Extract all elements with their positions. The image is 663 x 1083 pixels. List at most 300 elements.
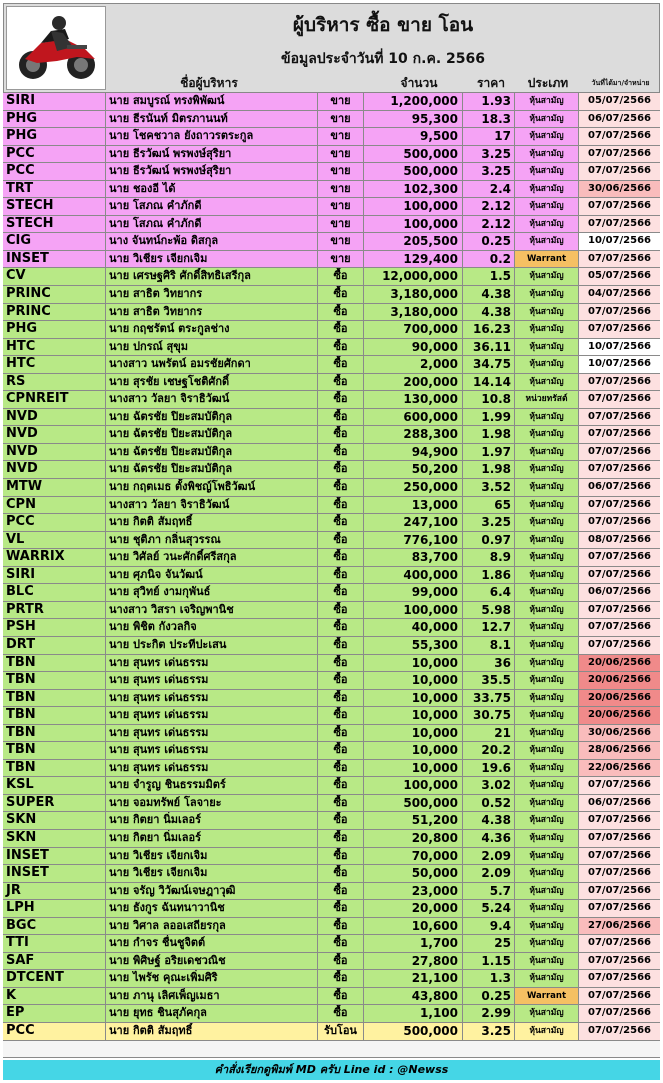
- transaction-price: 2.12: [463, 198, 515, 215]
- transaction-quantity: 100,000: [364, 777, 463, 794]
- transaction-action: ขาย: [318, 181, 364, 198]
- transaction-action: ซื้อ: [318, 339, 364, 356]
- transaction-quantity: 99,000: [364, 584, 463, 601]
- transaction-action: ซื้อ: [318, 830, 364, 847]
- transaction-price: 20.2: [463, 742, 515, 759]
- transaction-quantity: 102,300: [364, 181, 463, 198]
- transaction-date: 07/07/2566: [579, 146, 660, 163]
- transaction-action: ซื้อ: [318, 444, 364, 461]
- executive-name: นาย กฤตเมธ ตั้งพิชญ์โพธิวัฒน์: [106, 479, 318, 496]
- security-type: หุ้นสามัญ: [515, 760, 579, 777]
- security-type: หุ้นสามัญ: [515, 725, 579, 742]
- transaction-quantity: 250,000: [364, 479, 463, 496]
- transaction-date: 07/07/2566: [579, 567, 660, 584]
- transaction-price: 0.25: [463, 988, 515, 1005]
- stock-symbol: K: [3, 988, 106, 1005]
- security-type: หุ้นสามัญ: [515, 584, 579, 601]
- stock-symbol: EP: [3, 1005, 106, 1022]
- transaction-action: ซื้อ: [318, 935, 364, 952]
- security-type: หุ้นสามัญ: [515, 479, 579, 496]
- security-type: หุ้นสามัญ: [515, 181, 579, 198]
- executive-name: นาย วิเชียร เจียกเจิม: [106, 251, 318, 268]
- transaction-date: 10/07/2566: [579, 356, 660, 373]
- table-row: [3, 532, 660, 550]
- transaction-action: ขาย: [318, 128, 364, 145]
- transactions-table: [3, 93, 660, 1058]
- transaction-action: ซื้อ: [318, 532, 364, 549]
- transaction-date: 20/06/2566: [579, 655, 660, 672]
- executive-name: นาย สมบูรณ์ ทรงพิพัฒน์: [106, 93, 318, 110]
- transaction-date: 07/07/2566: [579, 549, 660, 566]
- transaction-quantity: 1,100: [364, 1005, 463, 1022]
- table-row: [3, 479, 660, 497]
- transaction-price: 2.12: [463, 216, 515, 233]
- transaction-quantity: 10,600: [364, 918, 463, 935]
- transaction-price: 18.3: [463, 111, 515, 128]
- security-type: หุ้นสามัญ: [515, 707, 579, 724]
- security-type: หุ้นสามัญ: [515, 655, 579, 672]
- transaction-price: 0.97: [463, 532, 515, 549]
- stock-symbol: TBN: [3, 725, 106, 742]
- transaction-quantity: 10,000: [364, 742, 463, 759]
- transaction-action: ซื้อ: [318, 760, 364, 777]
- executive-name: นางสาว นพรัตน์ อมรชัยศักดา: [106, 356, 318, 373]
- transaction-price: 3.25: [463, 163, 515, 180]
- executive-name: นาย โชคชวาล ยังถาวรตระกูล: [106, 128, 318, 145]
- security-type: หุ้นสามัญ: [515, 286, 579, 303]
- table-row: [3, 970, 660, 988]
- stock-symbol: CV: [3, 268, 106, 285]
- table-row: [3, 848, 660, 866]
- transaction-date: 10/07/2566: [579, 233, 660, 250]
- security-type: หุ้นสามัญ: [515, 812, 579, 829]
- transaction-date: 07/07/2566: [579, 374, 660, 391]
- transaction-date: 07/07/2566: [579, 444, 660, 461]
- transaction-quantity: 95,300: [364, 111, 463, 128]
- stock-symbol: NVD: [3, 461, 106, 478]
- transaction-action: ซื้อ: [318, 321, 364, 338]
- transaction-date: 07/07/2566: [579, 497, 660, 514]
- stock-symbol: TBN: [3, 655, 106, 672]
- stock-symbol: SKN: [3, 830, 106, 847]
- transaction-price: 2.09: [463, 865, 515, 882]
- transaction-date: 06/07/2566: [579, 584, 660, 601]
- transaction-action: ซื้อ: [318, 602, 364, 619]
- stock-symbol: TBN: [3, 672, 106, 689]
- table-row: [3, 444, 660, 462]
- transaction-action: ซื้อ: [318, 409, 364, 426]
- transaction-date: 07/07/2566: [579, 1023, 660, 1040]
- transaction-price: 35.5: [463, 672, 515, 689]
- transaction-quantity: 10,000: [364, 690, 463, 707]
- security-type: หุ้นสามัญ: [515, 672, 579, 689]
- transaction-action: ซื้อ: [318, 549, 364, 566]
- security-type: หุ้นสามัญ: [515, 444, 579, 461]
- transaction-quantity: 10,000: [364, 725, 463, 742]
- table-row: [3, 409, 660, 427]
- security-type: หุ้นสามัญ: [515, 461, 579, 478]
- stock-symbol: PCC: [3, 1023, 106, 1040]
- table-row: [3, 637, 660, 655]
- stock-symbol: NVD: [3, 409, 106, 426]
- transaction-price: 36: [463, 655, 515, 672]
- stock-symbol: DTCENT: [3, 970, 106, 987]
- table-row: [3, 356, 660, 374]
- executive-name: นาง จันทน์กะพ้อ ดิสกุล: [106, 233, 318, 250]
- transaction-date: 07/07/2566: [579, 426, 660, 443]
- stock-symbol: MTW: [3, 479, 106, 496]
- table-row: [3, 233, 660, 251]
- column-header-date: วันที่ได้มา/จำหน่าย: [591, 79, 650, 87]
- security-type: หุ้นสามัญ: [515, 532, 579, 549]
- transaction-action: ซื้อ: [318, 584, 364, 601]
- security-type: Warrant: [515, 251, 579, 268]
- stock-symbol: BGC: [3, 918, 106, 935]
- table-row: [3, 426, 660, 444]
- transaction-action: ซื้อ: [318, 672, 364, 689]
- executive-name: นาย จำรูญ ชินธรรมมิตร์: [106, 777, 318, 794]
- table-row: [3, 619, 660, 637]
- transaction-date: 07/07/2566: [579, 970, 660, 987]
- executive-name: นาย ชุติภา กลิ่นสุวรรณ: [106, 532, 318, 549]
- table-row: [3, 988, 660, 1006]
- transaction-price: 4.38: [463, 304, 515, 321]
- transaction-price: 3.25: [463, 1023, 515, 1040]
- transaction-quantity: 21,100: [364, 970, 463, 987]
- transaction-date: 07/07/2566: [579, 883, 660, 900]
- table-row: [3, 111, 660, 129]
- transaction-quantity: 43,800: [364, 988, 463, 1005]
- transaction-date: 07/07/2566: [579, 848, 660, 865]
- transaction-quantity: 20,000: [364, 900, 463, 917]
- table-row: [3, 146, 660, 164]
- stock-symbol: CPNREIT: [3, 391, 106, 408]
- transaction-action: ซื้อ: [318, 918, 364, 935]
- transaction-quantity: 400,000: [364, 567, 463, 584]
- table-row: [3, 935, 660, 953]
- column-header-qty: จำนวน: [400, 76, 438, 90]
- table-row: [3, 777, 660, 795]
- security-type: หุ้นสามัญ: [515, 233, 579, 250]
- transaction-date: 06/07/2566: [579, 795, 660, 812]
- transaction-price: 3.25: [463, 146, 515, 163]
- transaction-price: 30.75: [463, 707, 515, 724]
- stock-symbol: PCC: [3, 163, 106, 180]
- table-row: [3, 339, 660, 357]
- table-row-empty: [3, 1041, 660, 1059]
- executive-name: นาย ยุทธ ชินสุภัคกุล: [106, 1005, 318, 1022]
- executive-name: นาย ธีรวัฒน์ พรพงษ์สุริยา: [106, 163, 318, 180]
- executive-name: นาย โสภณ คำภักดี: [106, 198, 318, 215]
- table-row: [3, 900, 660, 918]
- transaction-date: 07/07/2566: [579, 812, 660, 829]
- executive-name: นาย วิศาล ลออเสถียรกุล: [106, 918, 318, 935]
- stock-symbol: WARRIX: [3, 549, 106, 566]
- security-type: หุ้นสามัญ: [515, 777, 579, 794]
- transaction-date: 05/07/2566: [579, 268, 660, 285]
- executive-name: นาย โสภณ คำภักดี: [106, 216, 318, 233]
- executive-name: นางสาว วัลยา จิราธิวัฒน์: [106, 497, 318, 514]
- table-row: [3, 1023, 660, 1041]
- stock-symbol: NVD: [3, 444, 106, 461]
- executive-name: นาย สาธิต วิทยากร: [106, 304, 318, 321]
- transaction-quantity: 20,800: [364, 830, 463, 847]
- footer-contact: คำสั่งเรียกดูพิมพ์ MD ครับ Line id : @Newss: [3, 1060, 660, 1080]
- stock-symbol: PRINC: [3, 304, 106, 321]
- transaction-date: 06/07/2566: [579, 479, 660, 496]
- security-type: หุ้นสามัญ: [515, 374, 579, 391]
- transaction-price: 21: [463, 725, 515, 742]
- transaction-action: ซื้อ: [318, 690, 364, 707]
- stock-symbol: RS: [3, 374, 106, 391]
- stock-symbol: SIRI: [3, 93, 106, 110]
- column-header-type: ประเภท: [527, 76, 569, 90]
- transaction-quantity: 247,100: [364, 514, 463, 531]
- transaction-date: 07/07/2566: [579, 830, 660, 847]
- transaction-quantity: 13,000: [364, 497, 463, 514]
- transaction-action: ขาย: [318, 146, 364, 163]
- transaction-action: ขาย: [318, 111, 364, 128]
- transaction-price: 2.99: [463, 1005, 515, 1022]
- transaction-quantity: 100,000: [364, 198, 463, 215]
- transaction-price: 1.98: [463, 461, 515, 478]
- transaction-quantity: 288,300: [364, 426, 463, 443]
- insider-trading-sheet: [3, 3, 660, 1080]
- table-row: [3, 707, 660, 725]
- stock-symbol: INSET: [3, 251, 106, 268]
- table-row: [3, 918, 660, 936]
- transaction-quantity: 27,800: [364, 953, 463, 970]
- executive-name: นาย ภานุ เลิศเพ็ญเมธา: [106, 988, 318, 1005]
- security-type: หุ้นสามัญ: [515, 690, 579, 707]
- security-type: Warrant: [515, 988, 579, 1005]
- sheet-header: [3, 3, 660, 93]
- executive-name: นาย วิเชียร เจียกเจิม: [106, 865, 318, 882]
- transaction-price: 4.38: [463, 812, 515, 829]
- transaction-quantity: 1,700: [364, 935, 463, 952]
- executive-name: นาย ธีรวัฒน์ พรพงษ์สุริยา: [106, 146, 318, 163]
- security-type: หุ้นสามัญ: [515, 619, 579, 636]
- executive-name: นาย สุวิทย์ งามกุพันธ์: [106, 584, 318, 601]
- transaction-date: 07/07/2566: [579, 900, 660, 917]
- transaction-price: 1.5: [463, 268, 515, 285]
- transaction-action: ซื้อ: [318, 619, 364, 636]
- transaction-action: ซื้อ: [318, 479, 364, 496]
- transaction-quantity: 10,000: [364, 655, 463, 672]
- executive-name: นางสาว วิสรา เจริญพานิช: [106, 602, 318, 619]
- transaction-price: 1.97: [463, 444, 515, 461]
- transaction-date: 07/07/2566: [579, 514, 660, 531]
- table-row: [3, 1005, 660, 1023]
- table-row: [3, 549, 660, 567]
- transaction-date: 04/07/2566: [579, 286, 660, 303]
- transaction-quantity: 10,000: [364, 707, 463, 724]
- executive-name: นาย ไพรัช คุณะเพิ่มศิริ: [106, 970, 318, 987]
- transaction-date: 07/07/2566: [579, 409, 660, 426]
- transaction-price: 2.09: [463, 848, 515, 865]
- executive-name: นาย สุรชัย เชษฐโชติศักดิ์: [106, 374, 318, 391]
- stock-symbol: KSL: [3, 777, 106, 794]
- stock-symbol: TBN: [3, 690, 106, 707]
- table-row: [3, 497, 660, 515]
- transaction-date: 07/07/2566: [579, 163, 660, 180]
- stock-symbol: PRTR: [3, 602, 106, 619]
- transaction-price: 10.8: [463, 391, 515, 408]
- executive-name: นาย ธีรนันท์ มิตรภานนท์: [106, 111, 318, 128]
- transaction-action: ขาย: [318, 233, 364, 250]
- stock-symbol: PCC: [3, 146, 106, 163]
- transaction-action: ขาย: [318, 251, 364, 268]
- transaction-quantity: 500,000: [364, 1023, 463, 1040]
- executive-name: นาย กิตยา นิ่มเลอร์: [106, 812, 318, 829]
- transaction-action: ซื้อ: [318, 812, 364, 829]
- transaction-date: 07/07/2566: [579, 935, 660, 952]
- executive-name: นาย วิเชียร เจียกเจิม: [106, 848, 318, 865]
- transaction-date: 20/06/2566: [579, 690, 660, 707]
- transaction-price: 1.15: [463, 953, 515, 970]
- transaction-action: ขาย: [318, 163, 364, 180]
- transaction-price: 5.98: [463, 602, 515, 619]
- transaction-quantity: 10,000: [364, 672, 463, 689]
- executive-name: นาย สุนทร เด่นธรรม: [106, 707, 318, 724]
- table-row: [3, 181, 660, 199]
- transaction-action: ขาย: [318, 216, 364, 233]
- transaction-action: ซื้อ: [318, 970, 364, 987]
- transaction-date: 22/06/2566: [579, 760, 660, 777]
- transaction-date: 06/07/2566: [579, 111, 660, 128]
- stock-symbol: PCC: [3, 514, 106, 531]
- transaction-date: 07/07/2566: [579, 865, 660, 882]
- executive-name: นาย ฉัตรชัย ปิยะสมบัติกุล: [106, 426, 318, 443]
- transaction-price: 5.24: [463, 900, 515, 917]
- transaction-price: 4.38: [463, 286, 515, 303]
- transaction-action: ซื้อ: [318, 953, 364, 970]
- executive-name: นาย พิศิษฐ์ อริยเดชวณิช: [106, 953, 318, 970]
- table-row: [3, 742, 660, 760]
- stock-symbol: HTC: [3, 339, 106, 356]
- transaction-price: 3.25: [463, 514, 515, 531]
- security-type: หุ้นสามัญ: [515, 970, 579, 987]
- transaction-price: 1.3: [463, 970, 515, 987]
- stock-symbol: BLC: [3, 584, 106, 601]
- security-type: หุ้นสามัญ: [515, 742, 579, 759]
- security-type: หุ้นสามัญ: [515, 900, 579, 917]
- security-type: หุ้นสามัญ: [515, 216, 579, 233]
- transaction-quantity: 3,180,000: [364, 304, 463, 321]
- security-type: หุ้นสามัญ: [515, 198, 579, 215]
- transaction-action: ซื้อ: [318, 374, 364, 391]
- stock-symbol: PSH: [3, 619, 106, 636]
- transaction-action: ซื้อ: [318, 391, 364, 408]
- transaction-date: 07/07/2566: [579, 198, 660, 215]
- transaction-action: ซื้อ: [318, 777, 364, 794]
- transaction-price: 0.52: [463, 795, 515, 812]
- transaction-quantity: 51,200: [364, 812, 463, 829]
- transaction-date: 07/07/2566: [579, 321, 660, 338]
- transaction-action: ขาย: [318, 93, 364, 110]
- executive-name: นาย สุนทร เด่นธรรม: [106, 655, 318, 672]
- security-type: หุ้นสามัญ: [515, 514, 579, 531]
- table-row: [3, 812, 660, 830]
- stock-symbol: INSET: [3, 865, 106, 882]
- transaction-quantity: 3,180,000: [364, 286, 463, 303]
- transaction-price: 0.25: [463, 233, 515, 250]
- transaction-action: รับโอน: [318, 1023, 364, 1040]
- security-type: หุ้นสามัญ: [515, 567, 579, 584]
- transaction-date: 07/07/2566: [579, 637, 660, 654]
- transaction-price: 1.98: [463, 426, 515, 443]
- transaction-action: ซื้อ: [318, 567, 364, 584]
- transaction-date: 28/06/2566: [579, 742, 660, 759]
- transaction-price: 9.4: [463, 918, 515, 935]
- column-header-price: ราคา: [477, 76, 505, 90]
- transaction-action: ซื้อ: [318, 900, 364, 917]
- transaction-price: 5.7: [463, 883, 515, 900]
- transaction-action: ซื้อ: [318, 883, 364, 900]
- transaction-quantity: 129,400: [364, 251, 463, 268]
- security-type: หุ้นสามัญ: [515, 268, 579, 285]
- security-type: หุ้นสามัญ: [515, 128, 579, 145]
- transaction-action: ซื้อ: [318, 707, 364, 724]
- stock-symbol: PHG: [3, 321, 106, 338]
- table-row: [3, 584, 660, 602]
- transaction-quantity: 130,000: [364, 391, 463, 408]
- transaction-date: 27/06/2566: [579, 918, 660, 935]
- transaction-price: 65: [463, 497, 515, 514]
- transaction-price: 19.6: [463, 760, 515, 777]
- transaction-date: 20/06/2566: [579, 707, 660, 724]
- transaction-action: ซื้อ: [318, 304, 364, 321]
- transaction-date: 07/07/2566: [579, 251, 660, 268]
- executive-name: นาย ฉัตรชัย ปิยะสมบัติกุล: [106, 461, 318, 478]
- transaction-action: ซื้อ: [318, 497, 364, 514]
- transaction-quantity: 12,000,000: [364, 268, 463, 285]
- table-row: [3, 567, 660, 585]
- security-type: หุ้นสามัญ: [515, 549, 579, 566]
- security-type: หุ้นสามัญ: [515, 426, 579, 443]
- table-row: [3, 216, 660, 234]
- stock-symbol: PHG: [3, 128, 106, 145]
- transaction-quantity: 500,000: [364, 146, 463, 163]
- table-row: [3, 883, 660, 901]
- transaction-date: 07/07/2566: [579, 777, 660, 794]
- executive-name: นาย กิตติ สัมฤทธิ์: [106, 514, 318, 531]
- stock-symbol: PRINC: [3, 286, 106, 303]
- transaction-date: 07/07/2566: [579, 304, 660, 321]
- table-row: [3, 795, 660, 813]
- transaction-price: 3.52: [463, 479, 515, 496]
- executive-name: นาย กำจร ชื่นชูจิตต์: [106, 935, 318, 952]
- transaction-quantity: 205,500: [364, 233, 463, 250]
- transaction-quantity: 83,700: [364, 549, 463, 566]
- transaction-date: 10/07/2566: [579, 339, 660, 356]
- stock-symbol: TBN: [3, 742, 106, 759]
- transaction-quantity: 50,200: [364, 461, 463, 478]
- stock-symbol: TBN: [3, 707, 106, 724]
- transaction-date: 07/07/2566: [579, 216, 660, 233]
- table-row: [3, 128, 660, 146]
- transaction-price: 36.11: [463, 339, 515, 356]
- executive-name: นาย กฤชรัตน์ ตระกูลช่าง: [106, 321, 318, 338]
- security-type: หุ้นสามัญ: [515, 163, 579, 180]
- table-row: [3, 93, 660, 111]
- security-type: หุ้นสามัญ: [515, 865, 579, 882]
- security-type: หุ้นสามัญ: [515, 321, 579, 338]
- transaction-action: ซื้อ: [318, 637, 364, 654]
- transaction-price: 8.1: [463, 637, 515, 654]
- security-type: หุ้นสามัญ: [515, 356, 579, 373]
- transaction-date: 07/07/2566: [579, 988, 660, 1005]
